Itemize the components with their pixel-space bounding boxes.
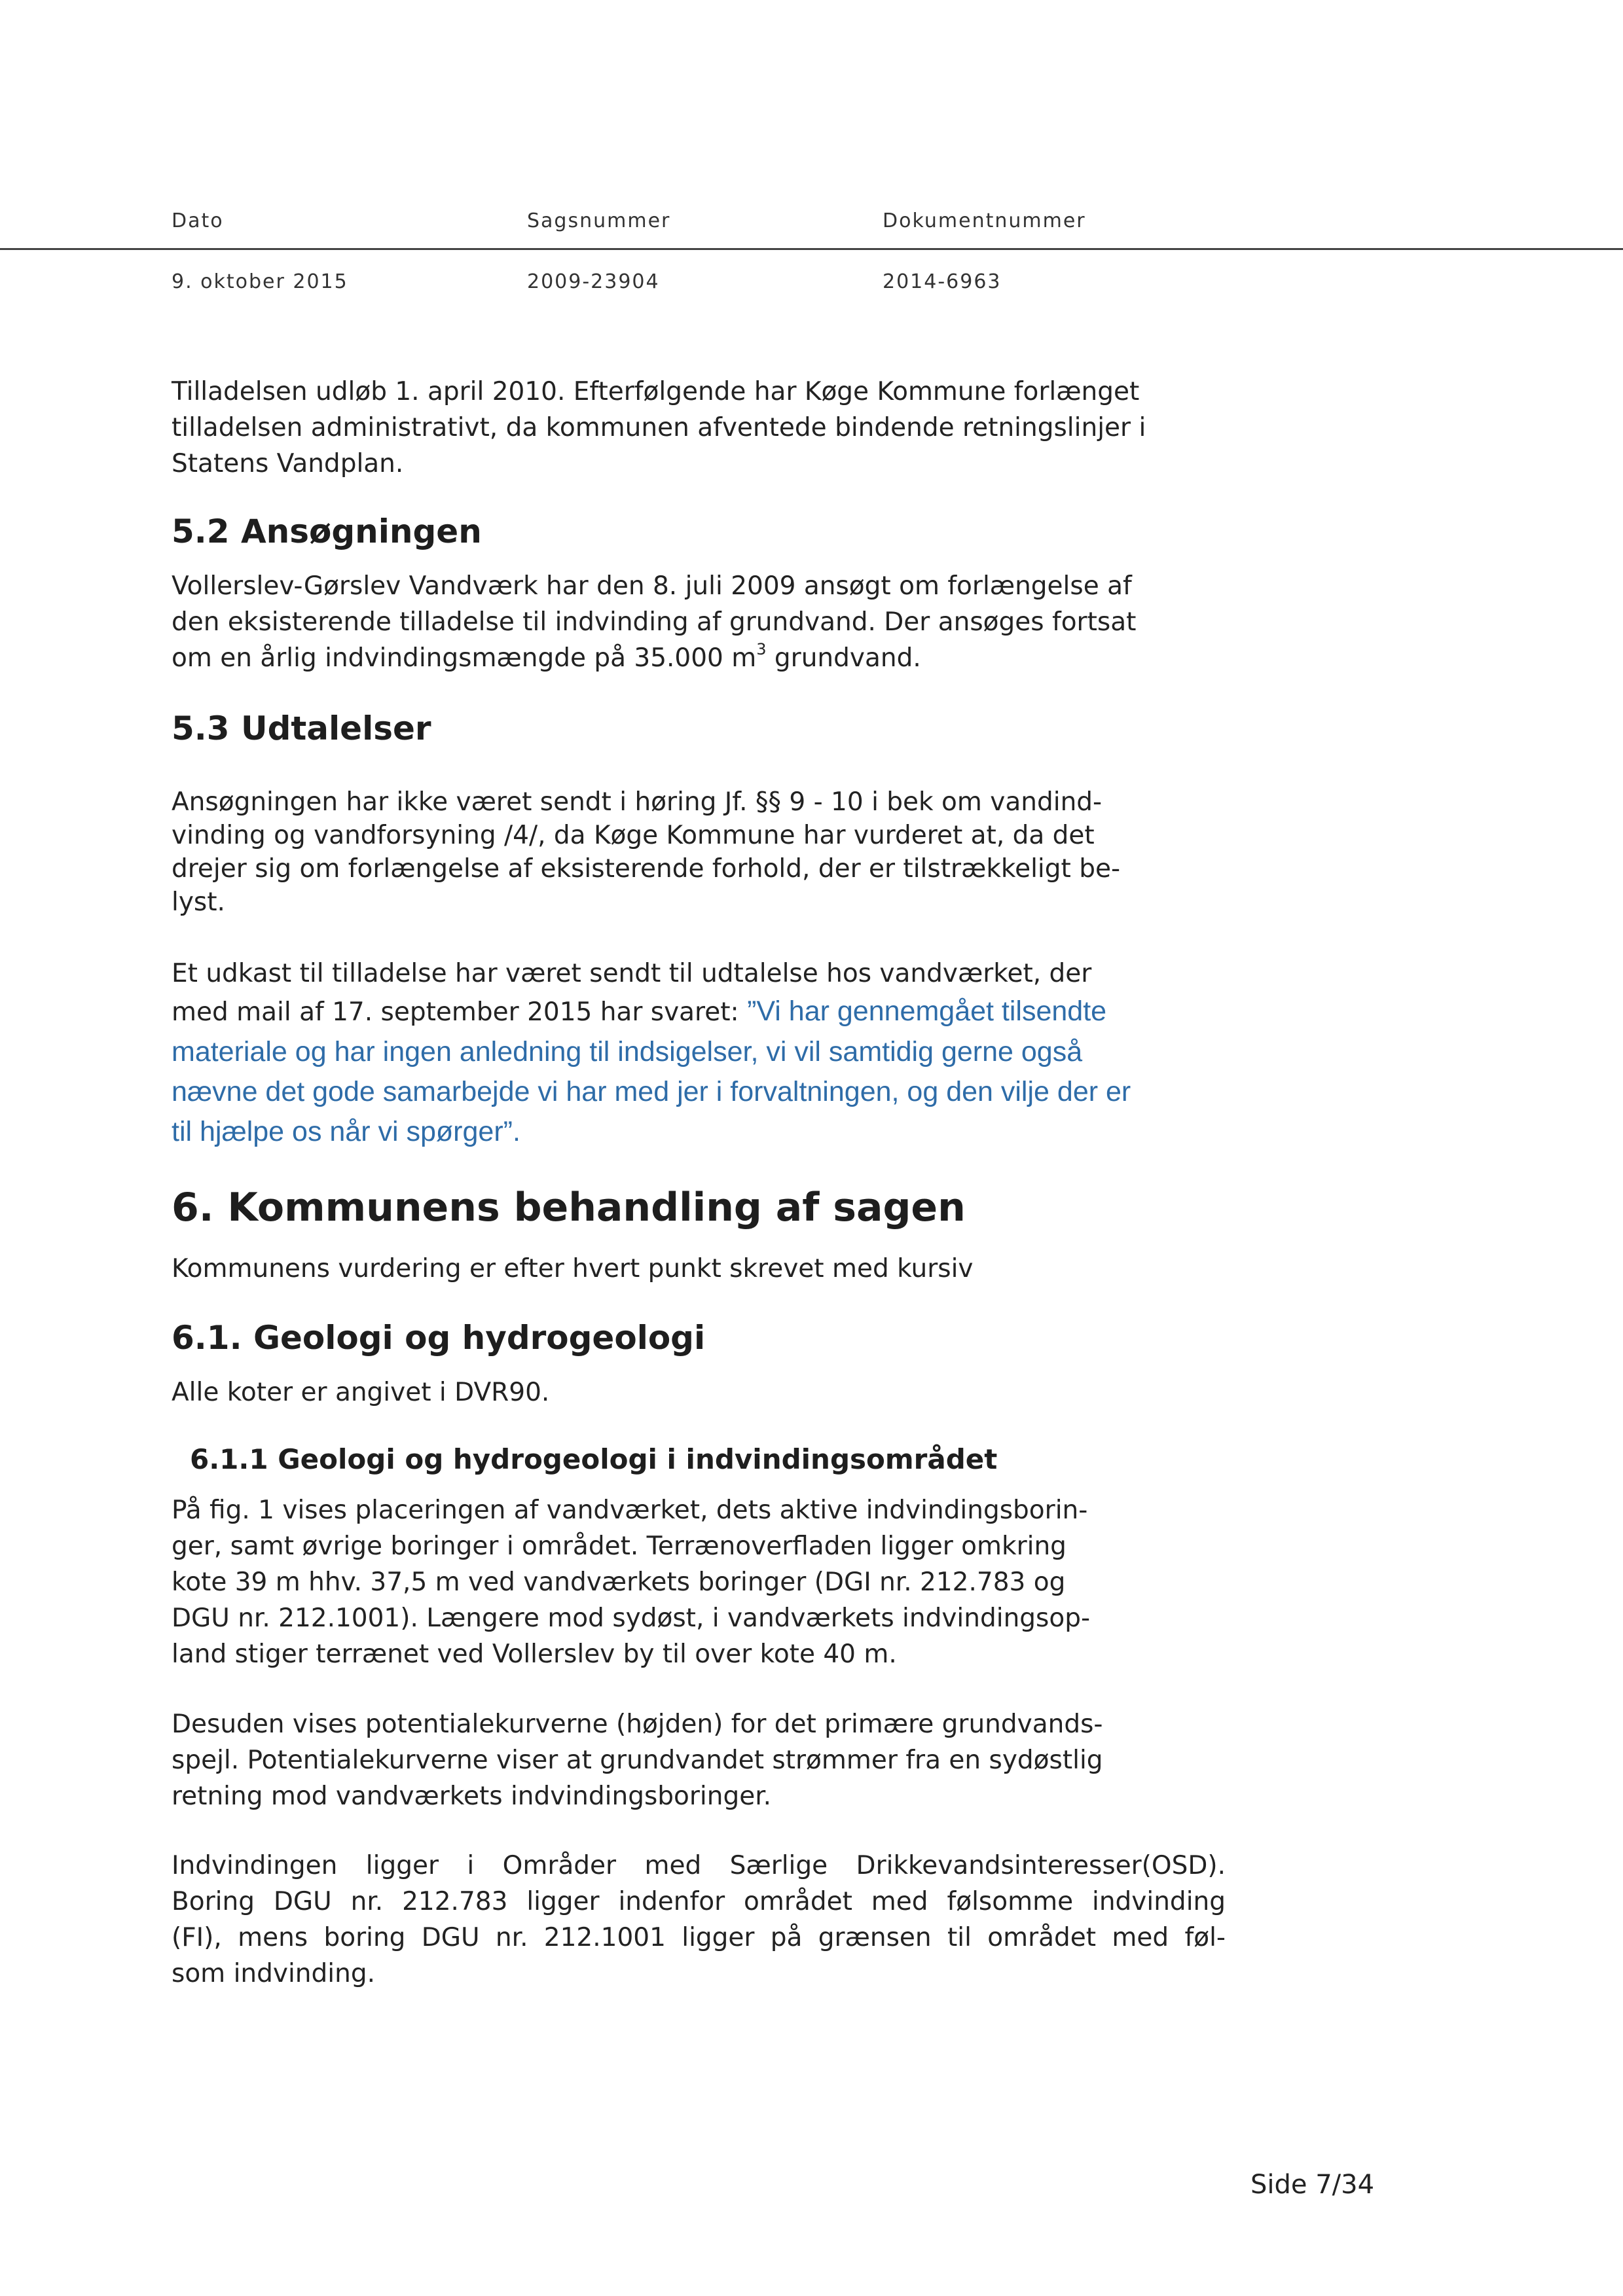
text-line: som indvinding.	[172, 1959, 375, 1988]
section-6-1-1-p1	[172, 1492, 1226, 1672]
text-line: (FI), mens boring DGU nr. 212.1001 ligger på grænsen til området med føl-	[172, 1923, 1226, 1952]
text-line: spejl. Potentialekurverne viser at grundvandet strømmer fra en sydøstlig	[172, 1746, 1103, 1775]
text-line: Indvindingen ligger i Områder med Særlige Drikkevandsinteresser(OSD).	[172, 1851, 1226, 1880]
text-line: Statens Vandplan.	[172, 449, 404, 478]
subsection-heading: 6.1.1 Geologi og hydrogeologi i indvindingsområdet	[190, 1443, 998, 1475]
text-line: Tilladelsen udløb 1. april 2010. Efterfølgende har Køge Kommune forlænget	[172, 377, 1140, 406]
quote-text: ”Vi har gennemgået tilsendte	[747, 996, 1107, 1027]
text-line: Boring DGU nr. 212.783 ligger indenfor området med følsomme indvinding	[172, 1887, 1226, 1916]
section-5-3-p1	[172, 785, 1226, 919]
text-line: På fig. 1 vises placeringen af vandværket, dets aktive indvindingsborin-	[172, 1496, 1088, 1525]
text-line	[172, 992, 1226, 1032]
quote-line: materiale og har ingen anledning til indsigelser, vi vil samtidig gerne også	[172, 1036, 1083, 1067]
text-line: Alle koter er angivet i DVR90.	[172, 1378, 550, 1407]
text-line	[172, 640, 1226, 676]
quote-line: nævne det gode samarbejde vi har med jer i forvaltningen, og den vilje der er	[172, 1076, 1131, 1107]
text-line: den eksisterende tilladelse til indvinding af grundvand. Der ansøges fortsat	[172, 607, 1137, 637]
section-6-1-1-p2	[172, 1706, 1226, 1814]
text-span: med mail af 17. september 2015 har svaret:	[172, 997, 748, 1027]
text-line: Desuden vises potentialekurverne (højden) for det primære grundvands-	[172, 1710, 1103, 1739]
text-line: DGU nr. 212.1001). Længere mod sydøst, i vandværkets indvindingsop-	[172, 1604, 1091, 1633]
text-line: lyst.	[172, 888, 225, 917]
superscript: 3	[756, 640, 767, 658]
intro-paragraph	[172, 374, 1226, 482]
text-line: Vollerslev-Gørslev Vandværk har den 8. juli 2009 ansøgt om forlængelse af	[172, 571, 1132, 601]
section-6	[172, 1185, 1226, 1230]
text-line: drejer sig om forlængelse af eksisterende forhold, der er tilstrækkeligt be-	[172, 854, 1121, 884]
text-line: tilladelsen administrativt, da kommunen afventede bindende retningslinjer i	[172, 413, 1146, 442]
section-5-3	[172, 709, 1226, 747]
section-5-2	[172, 512, 1226, 550]
text-line: Ansøgningen har ikke været sendt i høring Jf. §§ 9 - 10 i bek om vandind-	[172, 787, 1103, 817]
chapter-heading: 6. Kommunens behandling af sagen	[172, 1185, 966, 1230]
section-heading: 6.1. Geologi og hydrogeologi	[172, 1319, 706, 1357]
section-5-2-body	[172, 568, 1226, 676]
text-line: land stiger terrænet ved Vollerslev by til over kote 40 m.	[172, 1640, 897, 1669]
text-line: Kommunens vurdering er efter hvert punkt skrevet med kursiv	[172, 1254, 974, 1283]
header-doc-value: 2014-6963	[883, 270, 1002, 293]
section-heading: 5.2 Ansøgningen	[172, 512, 482, 550]
text-line: vinding og vandforsyning /4/, da Køge Kommune har vurderet at, da det	[172, 821, 1095, 850]
header-divider	[0, 248, 1623, 250]
quote-line: til hjælpe os når vi spørger”.	[172, 1116, 520, 1147]
text-line: kote 39 m hhv. 37,5 m ved vandværkets boringer (DGI nr. 212.783 og	[172, 1568, 1066, 1597]
text-line: ger, samt øvrige boringer i området. Terrænoverfladen ligger omkring	[172, 1532, 1067, 1561]
section-heading: 5.3 Udtalelser	[172, 709, 431, 747]
header-case-value: 2009-23904	[527, 270, 660, 293]
section-6-1-body	[172, 1374, 1226, 1410]
section-6-1-1	[190, 1443, 1244, 1475]
header-date-label: Dato	[172, 209, 224, 232]
header-doc-label: Dokumentnummer	[883, 209, 1086, 232]
section-6-body	[172, 1251, 1226, 1287]
section-5-3-p2	[172, 956, 1226, 1152]
text-span: grundvand.	[766, 643, 921, 673]
header-case-label: Sagsnummer	[527, 209, 671, 232]
header-date-value: 9. oktober 2015	[172, 270, 348, 293]
text-line: Et udkast til tilladelse har været sendt til udtalelse hos vandværket, der	[172, 959, 1092, 988]
page-number: Side 7/34	[1250, 2170, 1375, 2200]
text-span: om en årlig indvindingsmængde på 35.000 m	[172, 643, 757, 673]
section-6-1	[172, 1319, 1226, 1357]
text-line: retning mod vandværkets indvindingsboringer.	[172, 1782, 772, 1811]
section-6-1-1-p3	[172, 1848, 1226, 1992]
